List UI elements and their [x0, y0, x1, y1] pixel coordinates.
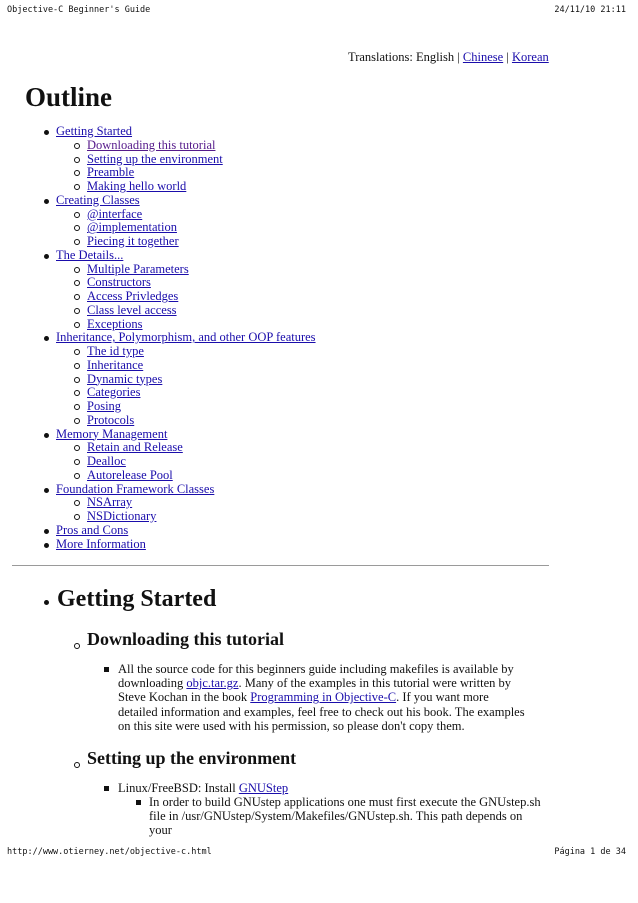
outline-sublink[interactable]: Exceptions [87, 316, 143, 331]
outline-sublink[interactable]: @implementation [87, 220, 177, 235]
square-bullet-icon [136, 800, 141, 805]
outline-item [0, 249, 600, 263]
outline-subitem [0, 304, 600, 318]
square-bullet-icon [104, 667, 109, 672]
outline-subitem [0, 318, 600, 332]
outline-sublink[interactable]: Autorelease Pool [87, 467, 173, 482]
outline-sublink[interactable]: Constructors [87, 275, 151, 290]
outline-sublink[interactable]: Dynamic types [87, 371, 163, 386]
outline-subitem [0, 359, 600, 373]
outline-link[interactable]: Foundation Framework Classes [56, 481, 215, 496]
outline-link[interactable]: Getting Started [56, 124, 133, 138]
outline-list [0, 125, 600, 551]
outline-item [0, 538, 600, 552]
footer-page-number: Página 1 de 34 [554, 847, 626, 857]
outline-sublink[interactable]: Downloading this tutorial [87, 137, 216, 152]
outline-sublink[interactable]: Categories [87, 385, 141, 400]
footer-url: http://www.otierney.net/objective-c.html [7, 847, 212, 857]
outline-subitem [0, 496, 600, 510]
header-title: Objective-C Beginner's Guide [7, 5, 151, 15]
outline-sublink[interactable]: Dealloc [87, 454, 126, 468]
outline-sublink[interactable]: Retain and Release [87, 440, 183, 455]
outline-subitem [0, 276, 600, 290]
outline-subitem [0, 386, 600, 400]
outline-subitem [0, 180, 600, 194]
objc-tar-link[interactable]: objc.tar.gz [186, 676, 239, 691]
outline-subitem [0, 221, 600, 235]
outline-sublink[interactable]: Setting up the environment [87, 151, 223, 166]
outline-sublink[interactable]: The id type [87, 344, 144, 358]
outline-sublink[interactable]: Posing [87, 399, 122, 413]
gnustep-link[interactable]: GNUStep [238, 781, 289, 795]
translations-label: Translations: English | [348, 50, 463, 64]
square-bullet-icon [104, 786, 109, 791]
chinese-link[interactable]: Chinese [462, 50, 504, 64]
outline-subitem [0, 153, 600, 167]
outline-subitem [0, 400, 600, 414]
outline-sublink[interactable]: NSArray [87, 495, 133, 510]
outline-sublink[interactable]: Piecing it together [87, 234, 179, 248]
outline-link[interactable]: The Details... [56, 247, 124, 262]
outline-item [0, 428, 600, 442]
outline-sublink[interactable]: Inheritance [87, 357, 144, 372]
translations-separator: | [503, 50, 512, 64]
outline-subitem [0, 139, 600, 153]
outline-subitem [0, 455, 600, 469]
outline-sublink[interactable]: Multiple Parameters [87, 261, 189, 276]
outline-link[interactable]: Inheritance, Polymorphism, and other OOP features [56, 330, 316, 345]
outline-subitem [0, 345, 600, 359]
outline-sublink[interactable]: Making hello world [87, 179, 187, 193]
outline-subitem [0, 166, 600, 180]
outline-link[interactable]: Creating Classes [56, 192, 140, 207]
outline-item [0, 194, 600, 208]
outline-item [0, 524, 600, 538]
outline-subitem [0, 441, 600, 455]
outline-subitem [0, 290, 600, 304]
section-getting-started: Getting Started [57, 586, 217, 612]
korean-link[interactable]: Korean [511, 50, 549, 64]
outline-item [0, 125, 600, 139]
setup-subitem: In order to build GNUstep applications one must first execute the GNUstep.sh file in /usr/GNUstep/System/Makefiles/GNUstep.sh. This path depends on your [149, 795, 541, 838]
outline-subitem [0, 510, 600, 524]
outline-sublink[interactable]: Protocols [87, 412, 135, 427]
section-downloading: Downloading this tutorial [87, 629, 285, 649]
outline-link[interactable]: More Information [56, 536, 146, 551]
outline-sublink[interactable]: Access Privledges [87, 289, 179, 303]
outline-sublink[interactable]: Preamble [87, 165, 135, 180]
programming-objc-link[interactable]: Programming in Objective-C [250, 690, 397, 705]
setup-item-linux: Linux/FreeBSD: Install GNUStep [118, 781, 289, 795]
outline-sublink[interactable]: @interface [87, 206, 143, 221]
outline-link[interactable]: Memory Management [56, 426, 168, 441]
outline-link[interactable]: Pros and Cons [56, 522, 129, 537]
outline-subitem [0, 414, 600, 428]
outline-subitem [0, 263, 600, 277]
bullet-icon [44, 600, 49, 605]
outline-sublink[interactable]: Class level access [87, 302, 177, 317]
circle-bullet-icon [74, 643, 80, 649]
header-datetime: 24/11/10 21:11 [554, 5, 626, 15]
outline-item [0, 483, 600, 497]
outline-item [0, 331, 600, 345]
translations-bar [348, 50, 549, 65]
circle-bullet-icon [74, 762, 80, 768]
outline-subitem [0, 235, 600, 249]
outline-subitem [0, 208, 600, 222]
divider [12, 565, 549, 566]
outline-sublink[interactable]: NSDictionary [87, 509, 157, 523]
outline-subitem [0, 373, 600, 387]
section-setup: Setting up the environment [87, 748, 297, 768]
outline-subitem [0, 469, 600, 483]
downloading-paragraph: All the source code for this beginners guide including makefiles is available by downloading objc.tar.gz. Many of the examples in this tutorial were written by Steve Kochan in the book Programming in Objective-C. If you want more detailed information and examples, feel free to check out his book. The examples on this site were used with his permission, so please don't copy them. [118, 662, 525, 733]
outline-title: Outline [25, 82, 113, 112]
